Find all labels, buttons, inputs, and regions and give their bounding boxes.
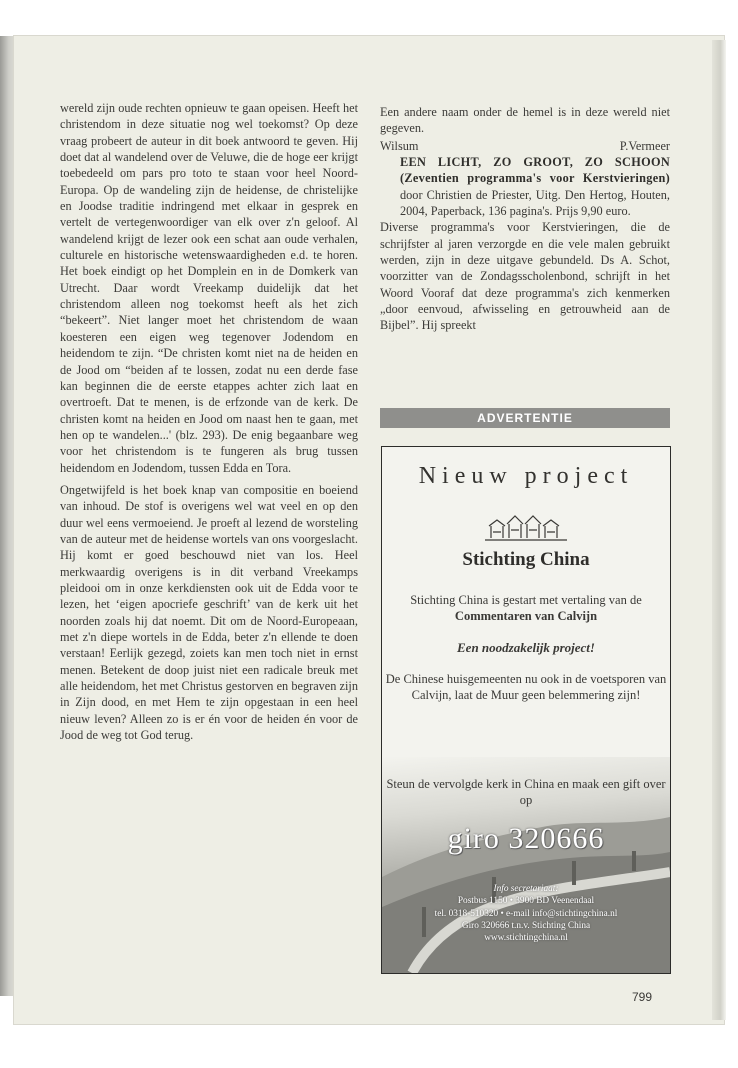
ad-emphasis: Een noodzakelijk project! <box>457 640 595 655</box>
ad-title: Nieuw project <box>418 463 634 489</box>
giro-number: giro 320666 <box>447 822 605 855</box>
left-paragraph-1: wereld zijn oude rechten opnieuw te gaan opeisen. Heeft het christendom in deze situatie nog wel toekomst? Op deze vraag probeert de auteur in dit boek antwoord te geven. Hij doet dat al wandelend over de Veluwe, die de hoge eer krijgt toebedeeld om pars pro toto te staan voor heel Noord-Europa. Op de wandeling zijn de heidense, de christelijke en Joodse traditie indringend met elkaar in gesprek en vertelt de vertegenwoordiger van elk over z'n geloof. Al wandelend krijgt de lezer ook een schat aan oude verhalen, culturele en historische wetenswaardigheden e.d. te horen. Het boek eindigt op het Domplein en in de Domkerk van Utrecht. Daar wordt Vreekamp duidelijk dat het christendom alleen nog toekomst heeft als het zich “bekeert”. Niet langer moet het christendom de waan koesteren een eigen weg tegenover Jodendom en heidendom te zijn. “De christen komt niet na de heiden en de Jood om “beiden af te lossen, zodat nu een derde fase kan beginnen die de eerste etappes achter zich laat en overtroeft. Dat te menen, is de erfzonde van de kerk. De christen komt na heiden en Jood om naast hen te gaan, met hen op te wandelen...' (blz. 293). De enig begaanbare weg voor het christendom is te fungeren als brug tussen heidendom en Jodendom, tussen Edda en Tora. <box>60 101 358 475</box>
page-edge <box>712 40 726 1020</box>
info-line: www.stichtingchina.nl <box>484 933 568 944</box>
left-paragraph-2: Ongetwijfeld is het boek knap van compositie en boeiend van inhoud. De stof is overigens wel wat veel en op den duur wel eens vermoeiend. Je proeft al lezend de worsteling van de auteur met de heidense wortels van ons voorgeslacht. Hij komt er goed beschouwd niet van los. Heel merkwaardig overigens is in dit verband Vreekamps pleidooi om in onze kerkdiensten ook uit de Edda voor te lezen, het ‘eigen apocriefe geschrift’ van de kerk uit het noorden zoals hij dat noemt. Dit om de Noord-Europeaan, met z'n diepe wortels in de Edda, beter z'n ellende te doen verstaan! Eerlijk gezegd, zoiets kan men toch niet in ernst menen. Betekent de doop juist niet een radicale breuk met alle heidendom, het met Christus gestorven en begraven zijn in Zijn dood, en met Hem te zijn opgestaan in een heel nieuw leven? Alleen zo is er én voor de heiden én voor de Jood de weg tot God terug. <box>60 482 358 743</box>
ad-commentaries: Commentaren van Calvijn <box>454 608 598 623</box>
review-signature <box>380 138 670 154</box>
ad-paragraph: De Chinese huisgemeenten nu ook in de voetsporen van Calvijn, laat de Muur geen belemmering zijn! <box>385 672 667 702</box>
ad-appeal: Steun de vervolgde kerk in China en maak een gift over op <box>386 777 666 807</box>
reviewer-name: P.Vermeer <box>619 138 670 153</box>
ad-line1: Stichting China is gestart met vertaling van de <box>410 593 642 607</box>
right-column <box>380 104 670 334</box>
info-line: tel. 0318-510320 • e-mail info@stichtingchina.nl <box>434 908 618 919</box>
left-column <box>60 100 358 749</box>
ad-organization: Stichting China <box>462 549 590 570</box>
book-title: EEN LICHT, ZO GROOT, ZO SCHOON (Zeventien programma's voor Kerstvieringen) <box>400 155 670 186</box>
book-details: door Christien de Priester, Uitg. Den Hertog, Houten, 2004, Paperback, 136 pagina's. Prijs 9,90 euro. <box>400 187 670 219</box>
info-line: Postbus 1150 • 3900 BD Veenendaal <box>457 896 595 907</box>
ad-contact-info <box>382 883 670 944</box>
review-conclusion: Een andere naam onder de hemel is in deze wereld niet gegeven. <box>380 105 670 136</box>
advertisement <box>381 446 671 974</box>
reviewer-place: Wilsum <box>380 138 419 153</box>
book-heading <box>380 154 670 219</box>
stichting-china-logo-icon <box>382 512 670 547</box>
advertisement-label: ADVERTENTIE <box>380 408 670 428</box>
page-number: 799 <box>632 990 653 1004</box>
info-heading: Info secretariaat: <box>493 884 559 894</box>
ad-project-description <box>382 593 670 624</box>
info-line: Giro 320666 t.n.v. Stichting China <box>461 920 591 931</box>
review-text: Diverse programma's voor Kerstvieringen, die de schrijfster al jaren verzorgde en die vele malen gebruikt werden, zijn in deze uitgave gebundeld. Ds A. Schot, voorzitter van de Zondagsscholenbond, schrijft in het Woord Vooraf dat deze programma's zich kenmerken „door eenvoud, afwisseling en getrouwheid aan de Bijbel”. Hij spreekt <box>380 220 670 333</box>
